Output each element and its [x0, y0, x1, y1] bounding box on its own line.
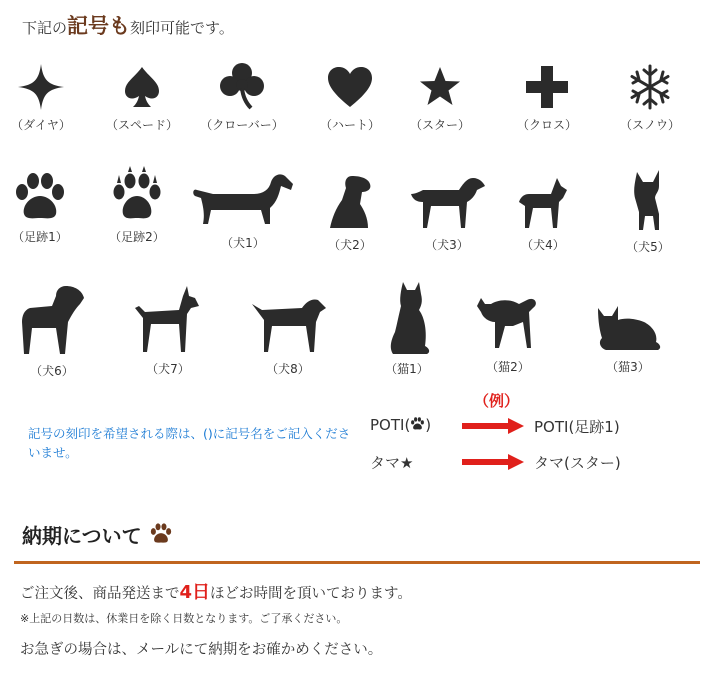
delivery-title-text: 納期について: [22, 524, 142, 548]
symbol-label: （犬8）: [266, 362, 310, 376]
symbol-label: （クロス）: [516, 118, 577, 132]
symbol-label: （スター）: [409, 118, 470, 132]
symbol-spade: [92, 62, 192, 133]
symbol-label: （犬2）: [328, 238, 372, 252]
symbol-label: （足跡2）: [109, 230, 165, 244]
symbol-label: （ハート）: [319, 118, 380, 132]
heading-prefix: 下記の: [22, 19, 68, 37]
symbol-dog7: [116, 284, 220, 377]
example-input-1-text: POTI(: [370, 416, 411, 434]
symbol-label: （犬1）: [221, 236, 265, 250]
symbol-paw2: [87, 166, 187, 245]
dachshund-icon: [191, 170, 295, 230]
clover-icon: [215, 58, 269, 112]
delivery-days: 4日: [179, 582, 211, 603]
symbol-dog5: [598, 168, 698, 255]
delivery-note: ※上記の日数は、休業日を除く日数となります。ご了承ください。: [20, 612, 348, 625]
arrow-right-icon: [462, 418, 524, 434]
sitting-cat-icon: [381, 280, 433, 356]
spade-icon: [117, 62, 167, 112]
delivery-line-1-prefix: ご注文後、商品発送まで: [20, 586, 180, 602]
star-icon: [415, 62, 465, 112]
symbol-label: （足跡1）: [12, 230, 68, 244]
symbol-label: （犬6）: [30, 364, 74, 378]
symbol-dog6: [2, 282, 102, 379]
paw-print-icon: [410, 417, 425, 431]
symbol-diamond: [0, 62, 91, 133]
symbol-label: （スノウ）: [619, 118, 680, 132]
symbol-dog8: [236, 292, 340, 377]
symbol-clover: [192, 58, 292, 133]
boxer-dog-icon: [513, 172, 573, 232]
delivery-line-3: お急ぎの場合は、メールにて納期をお確かめください。: [20, 642, 383, 658]
symbol-cross: [497, 62, 597, 133]
heart-icon: [325, 62, 375, 112]
diamond-icon: [16, 62, 66, 112]
symbol-label: （猫1）: [385, 362, 429, 376]
retriever-icon: [407, 172, 487, 232]
section-divider: [14, 561, 700, 564]
cross-icon: [522, 62, 572, 112]
example-input-1: [370, 416, 431, 434]
symbol-star: [390, 62, 490, 133]
paw-print-icon: [12, 172, 68, 224]
paw-print-icon: [149, 523, 173, 545]
example-output-1: POTI(足跡1): [534, 418, 620, 436]
lying-cat-icon: [592, 302, 664, 354]
heading-suffix: 刻印可能です。: [130, 19, 234, 37]
symbol-label: （スペード）: [105, 118, 178, 132]
symbol-label: （犬3）: [425, 238, 469, 252]
symbol-dog3: [397, 172, 497, 253]
symbol-label: （犬5）: [626, 240, 670, 254]
chihuahua-icon: [623, 168, 673, 234]
example-input-2: タマ★: [370, 454, 414, 472]
symbol-label: （犬7）: [146, 362, 190, 376]
example-label: （例）: [474, 392, 520, 410]
doberman-icon: [129, 284, 207, 356]
instruction-note: 記号の刻印を希望される際は、()に記号名をご記入くださいませ。: [28, 426, 351, 460]
symbol-cat1: [357, 280, 457, 377]
symbol-dog2: [300, 172, 400, 253]
symbol-snow: [600, 62, 700, 133]
delivery-line-1-suffix: ほどお時間を頂いております。: [210, 586, 412, 602]
symbol-label: （クローバー）: [200, 118, 284, 132]
example-input-1-end: ): [425, 416, 432, 434]
delivery-line-1: [20, 578, 412, 604]
symbol-cat3: [578, 302, 678, 375]
symbol-cat2: [458, 292, 558, 375]
symbol-label: （ダイヤ）: [11, 118, 71, 132]
heading-emphasis: 記号も: [67, 14, 131, 38]
sitting-dog-icon: [324, 172, 376, 232]
symbol-heart: [300, 62, 400, 133]
example-output-2: タマ(スター): [534, 454, 621, 472]
symbol-paw1: [0, 172, 90, 245]
claw-print-icon: [109, 166, 165, 224]
symbol-dog4: [493, 172, 593, 253]
delivery-title: [22, 520, 173, 549]
symbol-label: （猫2）: [486, 360, 530, 374]
pointer-dog-icon: [248, 292, 328, 356]
boxer-standing-icon: [16, 282, 88, 358]
arrow-right-icon: [462, 454, 524, 470]
arched-cat-icon: [473, 292, 543, 354]
page-heading: [22, 10, 234, 40]
symbol-label: （猫3）: [606, 360, 650, 374]
symbol-label: （犬4）: [521, 238, 565, 252]
snowflake-icon: [625, 62, 675, 112]
symbol-dog1: [191, 170, 295, 251]
